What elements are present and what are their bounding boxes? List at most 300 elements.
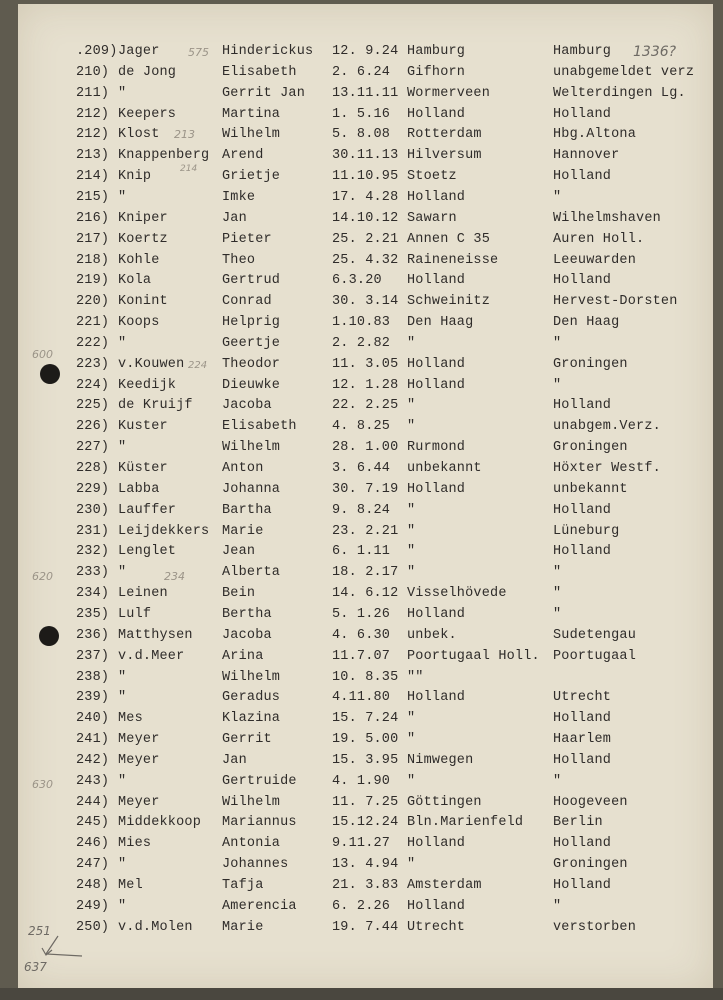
- destination: unbekannt: [553, 481, 628, 497]
- birth-date: 13.11.11: [332, 85, 399, 101]
- first-name: Bartha: [222, 502, 272, 518]
- register-row: [18, 626, 713, 646]
- destination: Holland: [553, 273, 612, 289]
- destination: Holland: [553, 106, 612, 122]
- first-name: Jan: [222, 210, 247, 226]
- first-name: Alberta: [222, 565, 281, 581]
- register-row: [18, 918, 713, 938]
- first-name: Dieuwke: [222, 377, 281, 393]
- destination: Holland: [553, 836, 612, 852]
- entry-number: 236): [76, 627, 110, 643]
- entry-number: 222): [76, 335, 110, 351]
- destination: Holland: [553, 752, 612, 768]
- birth-date: 25. 4.32: [332, 252, 399, 268]
- surname: ": [118, 857, 127, 873]
- register-row: [18, 188, 713, 208]
- destination: ": [553, 606, 562, 622]
- register-row: [18, 584, 713, 604]
- birth-date: 1. 5.16: [332, 106, 391, 122]
- surname: Konint: [118, 294, 168, 310]
- birth-place: Hamburg: [407, 44, 466, 59]
- destination: ": [553, 586, 562, 602]
- pencil-note: 213: [174, 128, 195, 141]
- first-name: Gertruide: [222, 773, 297, 789]
- entry-number: 220): [76, 294, 110, 310]
- surname: Keepers: [118, 106, 177, 122]
- surname: Kola: [118, 273, 152, 289]
- birth-place: unbekannt: [407, 461, 482, 476]
- first-name: Jacoba: [222, 398, 272, 414]
- first-name: Bertha: [222, 606, 272, 622]
- register-row: [18, 897, 713, 917]
- surname: ": [118, 565, 127, 581]
- surname: Knip: [118, 169, 152, 185]
- birth-date: 2. 6.24: [332, 64, 391, 80]
- surname: Küster: [118, 461, 168, 476]
- birth-date: 17. 4.28: [332, 189, 399, 205]
- register-row: [18, 730, 713, 750]
- surname: Leijdekkers: [118, 523, 210, 539]
- birth-place: ": [407, 565, 416, 581]
- destination: ": [553, 773, 562, 789]
- birth-place: Göttingen: [407, 794, 482, 810]
- destination: ": [553, 377, 562, 393]
- surname: Mel: [118, 878, 143, 893]
- destination: Hannover: [553, 148, 620, 164]
- destination: Berlin: [553, 815, 603, 831]
- birth-date: 15.12.24: [332, 815, 399, 831]
- destination: Wilhelmshaven: [553, 210, 661, 226]
- entry-number: 233): [76, 565, 110, 581]
- birth-place: Holland: [407, 356, 466, 372]
- pencil-note: 251: [28, 924, 51, 938]
- entry-number: 247): [76, 857, 110, 873]
- surname: de Jong: [118, 64, 177, 80]
- destination: Holland: [553, 169, 612, 185]
- birth-date: 22. 2.25: [332, 398, 399, 414]
- first-name: Gertrud: [222, 273, 281, 289]
- destination: Groningen: [553, 857, 628, 873]
- destination: Welterdingen Lg.: [553, 85, 686, 101]
- birth-place: Amsterdam: [407, 878, 482, 893]
- destination: unabgem.Verz.: [553, 419, 661, 435]
- first-name: Wilhelm: [222, 669, 281, 685]
- register-row: [18, 417, 713, 437]
- birth-place: "": [407, 669, 424, 685]
- register-row: [18, 63, 713, 83]
- corner-note: 1336?: [633, 44, 677, 60]
- first-name: Conrad: [222, 294, 272, 310]
- first-name: Pieter: [222, 231, 272, 247]
- birth-date: 15. 7.24: [332, 711, 399, 727]
- birth-date: 11. 3.05: [332, 356, 399, 372]
- register-row: [18, 772, 713, 792]
- surname: ": [118, 440, 127, 456]
- destination: Leeuwarden: [553, 252, 637, 268]
- destination: Hoogeveen: [553, 794, 628, 810]
- surname: Lenglet: [118, 544, 177, 560]
- register-row: [18, 855, 713, 875]
- destination: ": [553, 898, 562, 914]
- register-row: [18, 647, 713, 667]
- birth-place: Visselhövede: [407, 586, 507, 602]
- pencil-note: 234: [164, 570, 185, 583]
- birth-date: 11. 7.25: [332, 794, 399, 810]
- surname: ": [118, 773, 127, 789]
- entry-number: 231): [76, 523, 110, 539]
- destination: ": [553, 565, 562, 581]
- surname: Labba: [118, 481, 160, 497]
- entry-number: 243): [76, 773, 110, 789]
- first-name: Johannes: [222, 857, 289, 873]
- birth-date: 9. 8.24: [332, 502, 391, 518]
- register-row: [18, 813, 713, 833]
- birth-date: 30. 3.14: [332, 294, 399, 310]
- entry-number: 250): [76, 919, 110, 935]
- register-row: [18, 688, 713, 708]
- birth-place: ": [407, 732, 416, 748]
- birth-place: Schweinitz: [407, 294, 491, 310]
- destination: ": [553, 189, 562, 205]
- entry-number: 225): [76, 398, 110, 414]
- birth-date: 11.10.95: [332, 169, 399, 185]
- birth-place: Holland: [407, 273, 466, 289]
- birth-place: Holland: [407, 106, 466, 122]
- register-row: [18, 209, 713, 229]
- destination: verstorben: [553, 919, 637, 935]
- destination: Auren Holl.: [553, 231, 645, 247]
- birth-place: Stoetz: [407, 169, 457, 185]
- birth-date: 5. 1.26: [332, 606, 391, 622]
- entry-number: 224): [76, 377, 110, 393]
- register-row: [18, 793, 713, 813]
- register-row: [18, 501, 713, 521]
- birth-date: 3. 6.44: [332, 461, 391, 476]
- birth-date: 4. 1.90: [332, 773, 391, 789]
- birth-date: 21. 3.83: [332, 878, 399, 893]
- entry-number: 217): [76, 231, 110, 247]
- register-row: [18, 522, 713, 542]
- register-row: [18, 563, 713, 583]
- first-name: Marie: [222, 523, 264, 539]
- surname: ": [118, 690, 127, 706]
- birth-date: 18. 2.17: [332, 565, 399, 581]
- pencil-note: 637: [24, 960, 47, 974]
- birth-date: 6. 2.26: [332, 898, 391, 914]
- entry-number: 234): [76, 586, 110, 602]
- surname: Kuster: [118, 419, 168, 435]
- first-name: Martina: [222, 106, 281, 122]
- destination: Sudetengau: [553, 627, 637, 643]
- entry-number: 238): [76, 669, 110, 685]
- register-row: [18, 167, 713, 187]
- entry-number: 221): [76, 315, 110, 331]
- first-name: Antonia: [222, 836, 281, 852]
- birth-place: Holland: [407, 189, 466, 205]
- birth-place: ": [407, 419, 416, 435]
- entry-number: 223): [76, 356, 110, 372]
- birth-place: ": [407, 544, 416, 560]
- first-name: Theodor: [222, 356, 281, 372]
- destination: unabgemeldet verz: [553, 64, 695, 80]
- birth-place: Poortugaal Holl.: [407, 648, 540, 664]
- surname: ": [118, 335, 127, 351]
- entry-number: 229): [76, 481, 110, 497]
- surname: v.d.Molen: [118, 919, 193, 935]
- register-row: [18, 396, 713, 416]
- entry-number: 216): [76, 210, 110, 226]
- destination: Groningen: [553, 356, 628, 372]
- register-row: [18, 334, 713, 354]
- birth-date: 6.3.20: [332, 273, 382, 289]
- entry-number: 219): [76, 273, 110, 289]
- register-row: [18, 355, 713, 375]
- birth-date: 25. 2.21: [332, 231, 399, 247]
- surname: Kohle: [118, 252, 160, 268]
- birth-place: Raineneisse: [407, 252, 499, 268]
- first-name: Arend: [222, 148, 264, 164]
- birth-place: Rotterdam: [407, 127, 482, 143]
- surname: Keedijk: [118, 377, 177, 393]
- first-name: Hinderickus: [222, 44, 314, 59]
- register-row: [18, 105, 713, 125]
- birth-date: 28. 1.00: [332, 440, 399, 456]
- first-name: Grietje: [222, 169, 281, 185]
- register-row: [18, 438, 713, 458]
- register-row: [18, 313, 713, 333]
- destination: Holland: [553, 502, 612, 518]
- first-name: Arina: [222, 648, 264, 664]
- first-name: Gerrit Jan: [222, 85, 306, 101]
- birth-date: 11.7.07: [332, 648, 391, 664]
- destination: Holland: [553, 878, 612, 893]
- destination: Den Haag: [553, 315, 620, 331]
- register-row: [18, 251, 713, 271]
- register-row: [18, 605, 713, 625]
- birth-place: Gifhorn: [407, 64, 466, 80]
- birth-place: ": [407, 773, 416, 789]
- pencil-arrow-icon: [36, 934, 86, 962]
- birth-date: 2. 2.82: [332, 335, 391, 351]
- birth-date: 23. 2.21: [332, 523, 399, 539]
- pencil-note: 600: [32, 348, 53, 361]
- scan-edge: [0, 988, 723, 1000]
- birth-date: 13. 4.94: [332, 857, 399, 873]
- register-row: [18, 84, 713, 104]
- birth-date: 12. 1.28: [332, 377, 399, 393]
- birth-place: Holland: [407, 836, 466, 852]
- birth-place: Utrecht: [407, 919, 466, 935]
- entry-number: 211): [76, 85, 110, 101]
- birth-date: 15. 3.95: [332, 752, 399, 768]
- destination: Poortugaal: [553, 648, 637, 664]
- entry-number: 244): [76, 794, 110, 810]
- register-row: [18, 751, 713, 771]
- birth-place: Bln.Marienfeld: [407, 815, 524, 831]
- entry-number: 218): [76, 252, 110, 268]
- entry-number: 246): [76, 836, 110, 852]
- surname: Klost: [118, 127, 160, 143]
- first-name: Anton: [222, 461, 264, 476]
- entry-number: 210): [76, 64, 110, 80]
- first-name: Helprig: [222, 315, 281, 331]
- birth-place: Hilversum: [407, 148, 482, 164]
- birth-place: Holland: [407, 377, 466, 393]
- entry-number: 240): [76, 711, 110, 727]
- birth-place: Holland: [407, 898, 466, 914]
- register-row: [18, 834, 713, 854]
- surname: Leinen: [118, 586, 168, 602]
- first-name: Marie: [222, 919, 264, 935]
- register-row: [18, 459, 713, 479]
- entry-number: 239): [76, 690, 110, 706]
- destination: ": [553, 335, 562, 351]
- birth-place: ": [407, 335, 416, 351]
- entry-number: 212): [76, 127, 110, 143]
- destination: Holland: [553, 544, 612, 560]
- destination: Groningen: [553, 440, 628, 456]
- surname: v.Kouwen: [118, 356, 185, 372]
- surname: Meyer: [118, 732, 160, 748]
- birth-date: 12. 9.24: [332, 44, 399, 59]
- first-name: Mariannus: [222, 815, 297, 831]
- entry-number: 232): [76, 544, 110, 560]
- birth-date: 4. 8.25: [332, 419, 391, 435]
- register-row: [18, 42, 713, 62]
- destination: Höxter Westf.: [553, 461, 661, 476]
- pencil-note: 214: [180, 164, 198, 174]
- entry-number: 237): [76, 648, 110, 664]
- surname: Mies: [118, 836, 152, 852]
- first-name: Wilhelm: [222, 440, 281, 456]
- birth-place: Holland: [407, 606, 466, 622]
- first-name: Geertje: [222, 335, 281, 351]
- entry-number: .209): [76, 44, 118, 59]
- first-name: Theo: [222, 252, 256, 268]
- birth-place: Sawarn: [407, 210, 457, 226]
- first-name: Elisabeth: [222, 419, 297, 435]
- surname: Koops: [118, 315, 160, 331]
- register-row: [18, 146, 713, 166]
- destination: Holland: [553, 398, 612, 414]
- entry-number: 241): [76, 732, 110, 748]
- first-name: Bein: [222, 586, 256, 602]
- first-name: Jacoba: [222, 627, 272, 643]
- surname: Meyer: [118, 794, 160, 810]
- birth-date: 14.10.12: [332, 210, 399, 226]
- entry-number: 215): [76, 189, 110, 205]
- register-row: [18, 230, 713, 250]
- first-name: Tafja: [222, 878, 264, 893]
- first-name: Geradus: [222, 690, 281, 706]
- surname: ": [118, 189, 127, 205]
- surname: ": [118, 85, 127, 101]
- birth-date: 19. 7.44: [332, 919, 399, 935]
- entry-number: 248): [76, 878, 110, 893]
- birth-place: ": [407, 523, 416, 539]
- entry-number: 249): [76, 898, 110, 914]
- register-row: [18, 480, 713, 500]
- first-name: Klazina: [222, 711, 281, 727]
- entry-number: 230): [76, 502, 110, 518]
- birth-date: 6. 1.11: [332, 544, 391, 560]
- register-row: [18, 876, 713, 896]
- register-row: [18, 376, 713, 396]
- surname: Lauffer: [118, 502, 177, 518]
- first-name: Wilhelm: [222, 127, 281, 143]
- pencil-note: 620: [32, 570, 53, 583]
- pencil-note: 224: [188, 360, 208, 371]
- birth-date: 1.10.83: [332, 315, 391, 331]
- surname: ": [118, 898, 127, 914]
- surname: Middekkoop: [118, 815, 202, 831]
- surname: Mes: [118, 711, 143, 727]
- birth-place: ": [407, 398, 416, 414]
- register-row: [18, 271, 713, 291]
- surname: de Kruijf: [118, 398, 193, 414]
- birth-place: Nimwegen: [407, 752, 474, 768]
- pencil-note: 575: [188, 46, 209, 59]
- birth-date: 30.11.13: [332, 148, 399, 164]
- birth-place: ": [407, 711, 416, 727]
- first-name: Jan: [222, 752, 247, 768]
- birth-date: 5. 8.08: [332, 127, 391, 143]
- birth-date: 9.11.27: [332, 836, 391, 852]
- birth-place: Holland: [407, 481, 466, 497]
- register-row: [18, 292, 713, 312]
- entry-number: 235): [76, 606, 110, 622]
- surname: Lulf: [118, 606, 152, 622]
- destination: Hbg.Altona: [553, 127, 637, 143]
- entry-number: 214): [76, 169, 110, 185]
- entry-number: 212): [76, 106, 110, 122]
- birth-date: 19. 5.00: [332, 732, 399, 748]
- entry-number: 226): [76, 419, 110, 435]
- first-name: Wilhelm: [222, 794, 281, 810]
- surname: Matthysen: [118, 627, 193, 643]
- destination: Holland: [553, 711, 612, 727]
- birth-date: 4.11.80: [332, 690, 391, 706]
- surname: ": [118, 669, 127, 685]
- destination: Haarlem: [553, 732, 612, 748]
- entry-number: 213): [76, 148, 110, 164]
- surname: v.d.Meer: [118, 648, 185, 664]
- destination: Lüneburg: [553, 523, 620, 539]
- birth-date: 30. 7.19: [332, 481, 399, 497]
- birth-place: ": [407, 857, 416, 873]
- document-page: [18, 4, 713, 990]
- entry-number: 228): [76, 461, 110, 476]
- first-name: Johanna: [222, 481, 281, 497]
- first-name: Elisabeth: [222, 64, 297, 80]
- register-row: [18, 125, 713, 145]
- register-row: [18, 709, 713, 729]
- surname: Meyer: [118, 752, 160, 768]
- birth-date: 4. 6.30: [332, 627, 391, 643]
- surname: Kniper: [118, 210, 168, 226]
- birth-place: Den Haag: [407, 315, 474, 331]
- birth-date: 10. 8.35: [332, 669, 399, 685]
- first-name: Amerencia: [222, 898, 297, 914]
- first-name: Jean: [222, 544, 256, 560]
- first-name: Imke: [222, 189, 256, 205]
- birth-place: Wormerveen: [407, 85, 491, 101]
- destination: Hamburg: [553, 44, 612, 59]
- destination: Utrecht: [553, 690, 612, 706]
- birth-date: 14. 6.12: [332, 586, 399, 602]
- entry-number: 242): [76, 752, 110, 768]
- entry-number: 245): [76, 815, 110, 831]
